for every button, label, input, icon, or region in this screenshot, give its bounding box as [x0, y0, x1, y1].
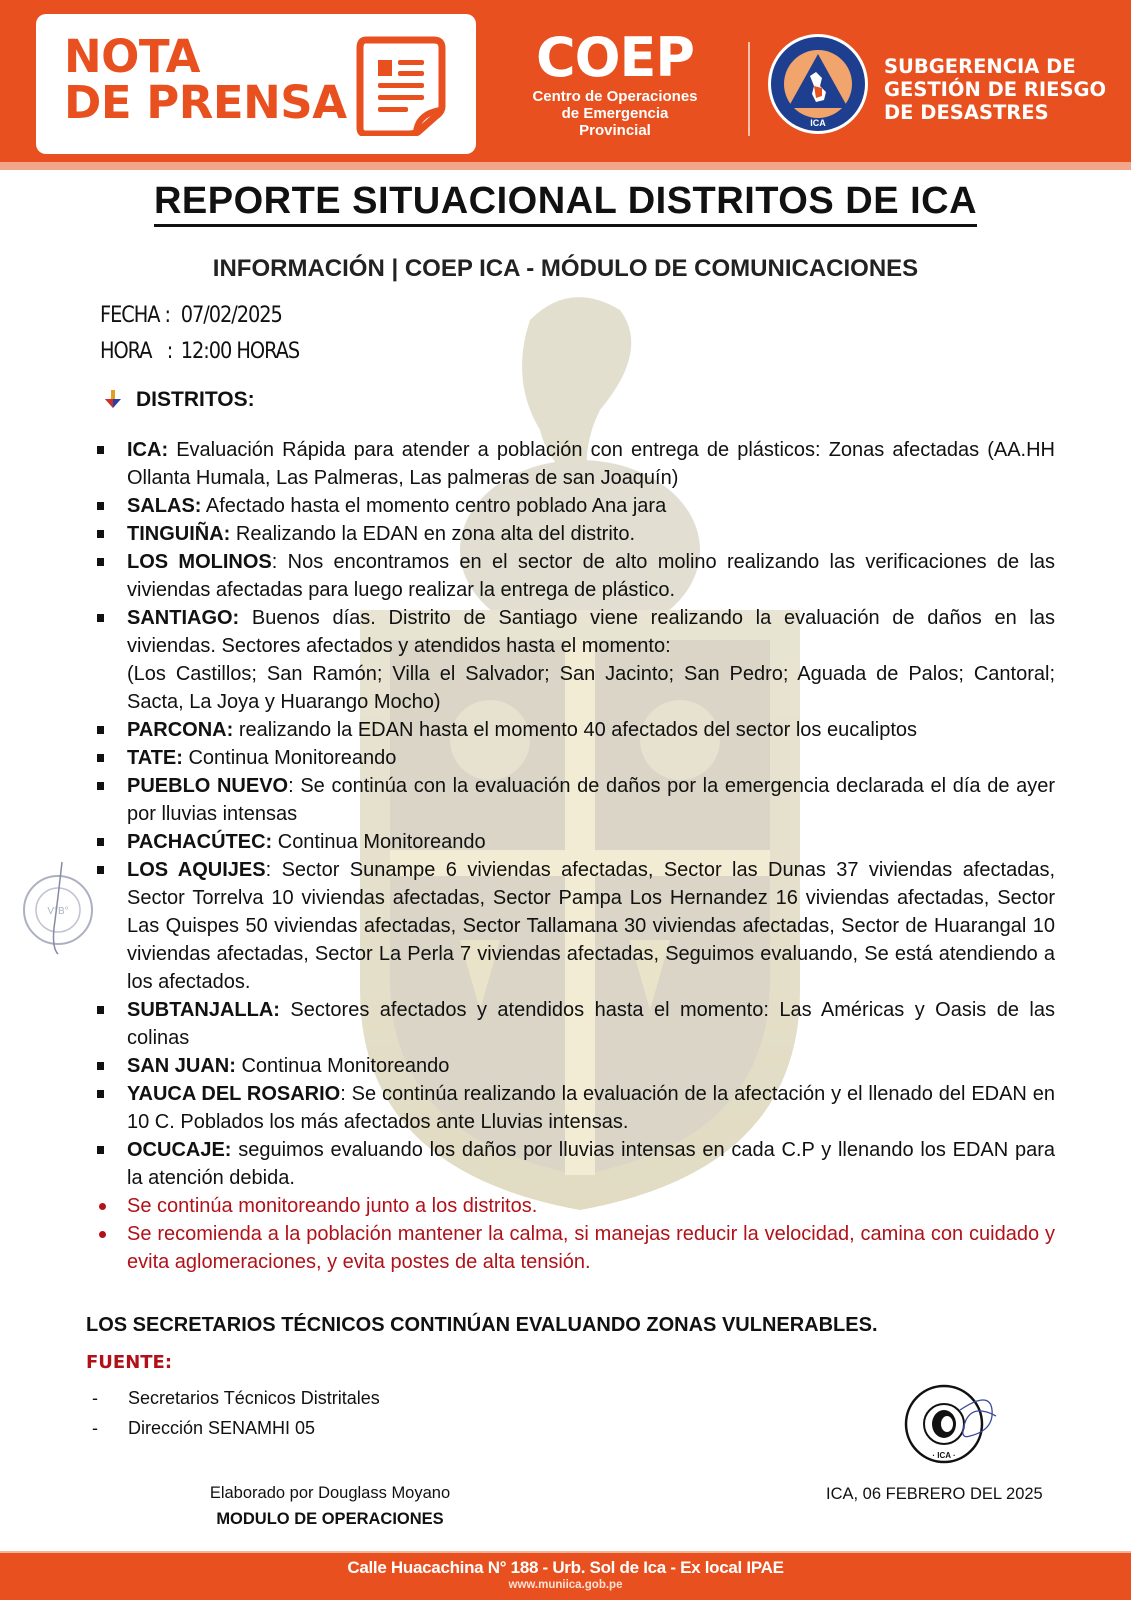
fuente-list: [92, 1383, 380, 1443]
dash-bullet: -: [92, 1418, 98, 1438]
seal-city-label: ICA: [810, 118, 826, 128]
district-status: Buenos días. Distrito de Santiago viene realizando la evaluación de daños en las viviendas. Sectores afectados y atendidos hasta el momento:: [127, 607, 1055, 657]
coel-seal-icon: [766, 32, 870, 136]
district-name: PUEBLO NUEVO: [127, 775, 289, 797]
district-status: Sectores afectados y atendidos hasta el momento: Las Américas y Oasis de las colinas: [127, 999, 1055, 1049]
square-bullet-icon: [97, 1090, 104, 1098]
footer-address: Calle Huacachina N° 188 - Urb. Sol de Ica - Ex local IPAE: [347, 1558, 784, 1577]
nota-line-1: NOTA: [64, 30, 200, 83]
recommendation-text: Se recomienda a la población mantener la calma, si manejas reducir la velocidad, camina con cuidado y evita aglomeraciones, y evita postes de alta tensión.: [127, 1223, 1055, 1273]
district-status: Continua Monitoreando: [235, 1055, 450, 1077]
square-bullet-icon: [97, 726, 104, 734]
dash-bullet: -: [92, 1388, 98, 1408]
district-status: Evaluación Rápida para atender a población con entrega de plásticos: Zonas afectadas (AA.HH Ollanta Humala, Las Palmeras, Las palmeras de san Joaquín): [127, 439, 1055, 489]
district-name: TATE:: [127, 747, 183, 769]
municipal-stamp-icon: [18, 858, 98, 956]
square-bullet-icon: [97, 530, 104, 538]
district-name: OCUCAJE:: [127, 1139, 232, 1161]
square-bullet-icon: [97, 614, 104, 622]
document-icon: [356, 36, 446, 136]
fuente-item-text: Dirección SENAMHI 05: [128, 1418, 316, 1438]
report-title-text: REPORTE SITUACIONAL DISTRITOS DE ICA: [154, 180, 977, 227]
info-line: INFORMACIÓN | COEP ICA - MÓDULO DE COMUNICACIONES: [212, 255, 919, 282]
district-item: [95, 1052, 1055, 1080]
nota-de-prensa-title: [64, 30, 347, 129]
district-status: seguimos evaluando los daños por lluvias intensas en cada C.P y llenando los EDAN para la atención debida.: [127, 1139, 1055, 1189]
district-item: [95, 716, 1055, 744]
district-item: [95, 604, 1055, 716]
district-item: [95, 436, 1055, 492]
square-bullet-icon: [97, 558, 104, 566]
hora-label: HORA :: [100, 339, 173, 364]
district-name: SAN JUAN:: [127, 1055, 236, 1077]
district-name: TINGUIÑA:: [127, 523, 231, 545]
coep-title: COEP: [536, 26, 694, 89]
district-item: [95, 996, 1055, 1052]
stamp-vb: V°B°: [47, 906, 69, 917]
district-status: : Se continúa con la evaluación de daños por la emergencia declarada el día de ayer por lluvias intensas: [127, 775, 1055, 825]
round-bullet-icon: [99, 1231, 106, 1238]
round-bullet-icon: [99, 1203, 106, 1210]
hora-row: [100, 339, 299, 364]
elaborado-block: [180, 1480, 480, 1532]
district-item: [95, 1080, 1055, 1136]
hora-value: 12:00 HORAS: [180, 339, 300, 364]
secretarios-statement: LOS SECRETARIOS TÉCNICOS CONTINÚAN EVALUANDO ZONAS VULNERABLES.: [86, 1314, 878, 1336]
district-name: ICA:: [127, 439, 169, 461]
district-status: : Sector Sunampe 6 viviendas afectadas, Sector las Dunas 37 viviendas afectadas, Sector Torrelva 10 viviendas afectadas, Sector Pampa Los Hernandez 16 viviendas afectadas, Sector Las Quispes 50 viviendas afectadas, Sector Tallamana 30 viviendas afectadas, Sector de Huarangal 10 viviendas afectadas, Sector La Perla 7 viviendas afectadas, Seguimos evaluando, Se está atendiendo a los afectados.: [127, 859, 1055, 993]
district-name: LOS AQUIJES: [127, 859, 266, 881]
nota-de-prensa-badge: [36, 14, 476, 154]
square-bullet-icon: [97, 1006, 104, 1014]
district-name: SANTIAGO:: [127, 607, 240, 629]
arrow-down-bullet-icon: [104, 390, 122, 410]
subgerencia-label: [884, 55, 1106, 124]
square-bullet-icon: [97, 754, 104, 762]
district-status: Afectado hasta el momento centro poblado Ana jara: [201, 495, 667, 517]
square-bullet-icon: [97, 1146, 104, 1154]
district-name: LOS MOLINOS: [127, 551, 272, 573]
district-status: : Nos encontramos en el sector de alto molino realizando las verificaciones de las viviendas afectadas para luego realizar la entrega de plástico.: [127, 551, 1056, 601]
district-item: [95, 520, 1055, 548]
district-name: SUBTANJALLA:: [127, 999, 280, 1021]
fecha-label: FECHA :: [100, 303, 170, 328]
district-name: SALAS:: [127, 495, 202, 517]
district-item: [95, 492, 1055, 520]
district-name: YAUCA DEL ROSARIO: [127, 1083, 341, 1105]
subgerencia-line-2: GESTIÓN DE RIESGO: [884, 78, 1107, 101]
district-status: realizando la EDAN hasta el momento 40 afectados del sector los eucaliptos: [233, 719, 918, 741]
district-item: [95, 744, 1055, 772]
footer-banner: [0, 1553, 1131, 1600]
fecha-row: [100, 303, 282, 328]
district-item: [95, 856, 1055, 996]
square-bullet-icon: [97, 502, 104, 510]
square-bullet-icon: [97, 838, 104, 846]
fecha-value: 07/02/2025: [180, 303, 282, 328]
fuente-item: [92, 1413, 380, 1443]
modulo-label: MODULO DE OPERACIONES: [216, 1510, 444, 1528]
district-name: PARCONA:: [127, 719, 234, 741]
square-bullet-icon: [97, 866, 104, 874]
distritos-heading-text: DISTRITOS:: [136, 388, 255, 411]
square-bullet-icon: [97, 446, 104, 454]
coep-subtitle-1: Centro de Operaciones: [532, 88, 698, 105]
fuente-item-text: Secretarios Técnicos Distritales: [128, 1388, 380, 1408]
coep-logo: [500, 28, 730, 139]
district-sectors: (Los Castillos; San Ramón; Villa el Salvador; San Jacinto; San Pedro; Aguada de Palos; Cantoral; Sacta, La Joya y Huarango Mocho): [127, 663, 1055, 713]
subgerencia-line-1: SUBGERENCIA DE: [884, 55, 1076, 78]
district-item: [95, 772, 1055, 828]
header-divider: [748, 42, 750, 136]
subgerencia-line-3: DE DESASTRES: [884, 101, 1049, 124]
district-item: [95, 1136, 1055, 1192]
district-list: [95, 436, 1055, 1192]
press-module-stamp-icon: [900, 1380, 1004, 1466]
report-title: [0, 180, 1131, 223]
district-status: : Se continúa realizando la evaluación de la afectación y el llenado del EDAN en 10 C. Poblados los más afectados ante Lluvias intensas.: [127, 1083, 1055, 1133]
distritos-heading: [104, 388, 255, 412]
district-name: PACHACÚTEC:: [127, 831, 273, 853]
header-banner: [0, 0, 1131, 170]
stamp-city: · ICA ·: [932, 1451, 956, 1460]
header-strip: [0, 162, 1131, 170]
district-item: [95, 548, 1055, 604]
place-date: ICA, 06 FEBRERO DEL 2025: [826, 1485, 1043, 1503]
recommendation-item: [95, 1192, 1055, 1220]
recommendation-item: [95, 1220, 1055, 1276]
fuente-label: FUENTE:: [86, 1352, 173, 1373]
recommendation-text: Se continúa monitoreando junto a los distritos.: [127, 1195, 538, 1217]
coep-subtitle-2: de Emergencia: [561, 105, 669, 122]
footer-website-link[interactable]: www.muniica.gob.pe: [508, 1579, 623, 1591]
recommendation-list: [95, 1192, 1055, 1276]
nota-line-2: DE PRENSA: [64, 76, 347, 129]
square-bullet-icon: [97, 782, 104, 790]
elaborado-por: Elaborado por Douglass Moyano: [209, 1484, 451, 1502]
coep-subtitle-3: Provincial: [579, 122, 651, 139]
district-status: Continua Monitoreando: [272, 831, 486, 853]
square-bullet-icon: [97, 1062, 104, 1070]
fuente-item: [92, 1383, 380, 1413]
district-item: [95, 828, 1055, 856]
district-status: Realizando la EDAN en zona alta del distrito.: [230, 523, 635, 545]
district-status: Continua Monitoreando: [182, 747, 397, 769]
